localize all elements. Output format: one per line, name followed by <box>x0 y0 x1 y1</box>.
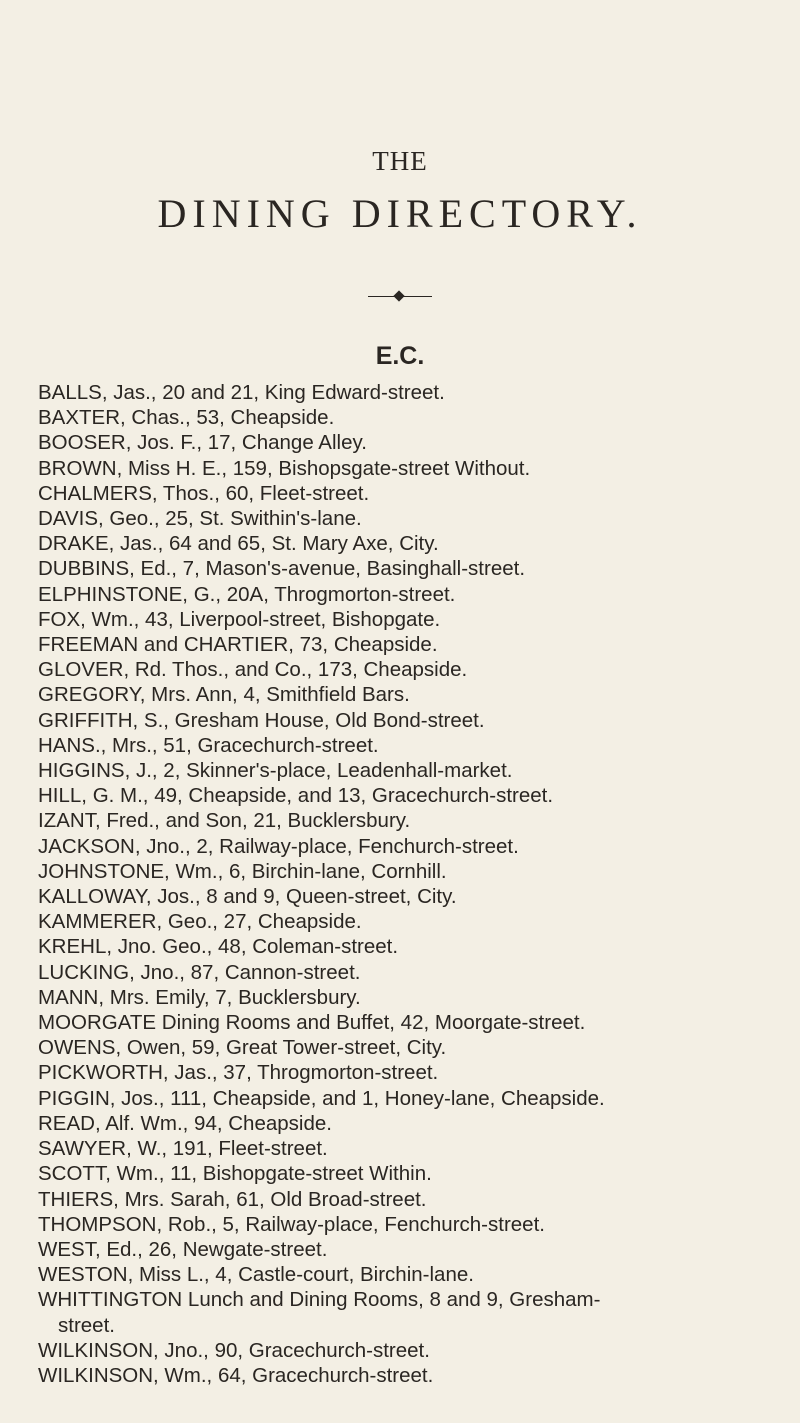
directory-entry: SCOTT, Wm., 11, Bishopgate-street Within. <box>38 1162 432 1186</box>
directory-entry: MOORGATE Dining Rooms and Buffet, 42, Moorgate-street. <box>38 1011 586 1035</box>
directory-entry: HIGGINS, J., 2, Skinner's-place, Leadenhall-market. <box>38 759 513 783</box>
directory-entry: GREGORY, Mrs. Ann, 4, Smithfield Bars. <box>38 683 410 707</box>
section-heading: E.C. <box>375 342 425 370</box>
directory-entry: BALLS, Jas., 20 and 21, King Edward-street. <box>38 381 445 404</box>
directory-entry: FOX, Wm., 43, Liverpool-street, Bishopgate. <box>38 607 441 631</box>
directory-entry: WESTON, Miss L., 4, Castle-court, Birchin-lane. <box>38 1263 474 1287</box>
directory-entry: PICKWORTH, Jas., 37, Throgmorton-street. <box>38 1061 439 1085</box>
directory-entry: ELPHINSTONE, G., 20A, Throgmorton-street. <box>38 582 456 606</box>
directory-entry: KAMMERER, Geo., 27, Cheapside. <box>38 910 362 934</box>
directory-entry: CHALMERS, Thos., 60, Fleet-street. <box>38 481 370 505</box>
directory-entry: SAWYER, W., 191, Fleet-street. <box>38 1137 328 1161</box>
directory-entry: GRIFFITH, S., Gresham House, Old Bond-street. <box>38 708 485 732</box>
divider-diamond-ornament <box>393 290 404 301</box>
directory-entry: JOHNSTONE, Wm., 6, Birchin-lane, Cornhill. <box>38 859 447 883</box>
directory-list <box>38 380 796 1388</box>
directory-entry: KALLOWAY, Jos., 8 and 9, Queen-street, City. <box>38 885 457 909</box>
directory-entry: HANS., Mrs., 51, Gracechurch-street. <box>38 733 379 757</box>
directory-entry: WEST, Ed., 26, Newgate-street. <box>38 1237 328 1261</box>
directory-entry: BAXTER, Chas., 53, Cheapside. <box>38 406 335 430</box>
directory-entry: WILKINSON, Wm., 64, Gracechurch-street. <box>38 1363 434 1387</box>
heading-the: THE <box>372 146 428 176</box>
directory-entry: BOOSER, Jos. F., 17, Change Alley. <box>38 431 367 455</box>
directory-entry: OWENS, Owen, 59, Great Tower-street, City. <box>38 1036 447 1060</box>
directory-entry: THOMPSON, Rob., 5, Railway-place, Fenchurch-street. <box>38 1212 545 1236</box>
directory-entry: KREHL, Jno. Geo., 48, Coleman-street. <box>38 935 399 959</box>
directory-entry: BROWN, Miss H. E., 159, Bishopsgate-street Without. <box>38 456 531 480</box>
directory-entry: FREEMAN and CHARTIER, 73, Cheapside. <box>38 633 438 657</box>
directory-entry: LUCKING, Jno., 87, Cannon-street. <box>38 960 361 984</box>
directory-entry: DUBBINS, Ed., 7, Mason's-avenue, Basinghall-street. <box>38 557 526 581</box>
page-title: DINING DIRECTORY. <box>157 191 643 236</box>
directory-entry: MANN, Mrs. Emily, 7, Bucklersbury. <box>38 985 361 1009</box>
directory-entry: WILKINSON, Jno., 90, Gracechurch-street. <box>38 1338 430 1362</box>
directory-entry: READ, Alf. Wm., 94, Cheapside. <box>38 1111 332 1135</box>
directory-entry: GLOVER, Rd. Thos., and Co., 173, Cheapside. <box>38 658 468 682</box>
directory-entry: IZANT, Fred., and Son, 21, Bucklersbury. <box>38 809 411 833</box>
directory-entry: DAVIS, Geo., 25, St. Swithin's-lane. <box>38 507 362 531</box>
directory-entry: DRAKE, Jas., 64 and 65, St. Mary Axe, City. <box>38 532 439 556</box>
directory-entry: JACKSON, Jno., 2, Railway-place, Fenchurch-street. <box>38 834 519 858</box>
directory-entry: PIGGIN, Jos., 111, Cheapside, and 1, Honey-lane, Cheapside. <box>38 1086 605 1110</box>
directory-entry: WHITTINGTON Lunch and Dining Rooms, 8 and 9, Gresham- <box>38 1288 601 1312</box>
directory-entry-continuation: street. <box>58 1313 115 1337</box>
directory-entry: HILL, G. M., 49, Cheapside, and 13, Gracechurch-street. <box>38 784 554 808</box>
directory-entry: THIERS, Mrs. Sarah, 61, Old Broad-street. <box>38 1187 427 1211</box>
